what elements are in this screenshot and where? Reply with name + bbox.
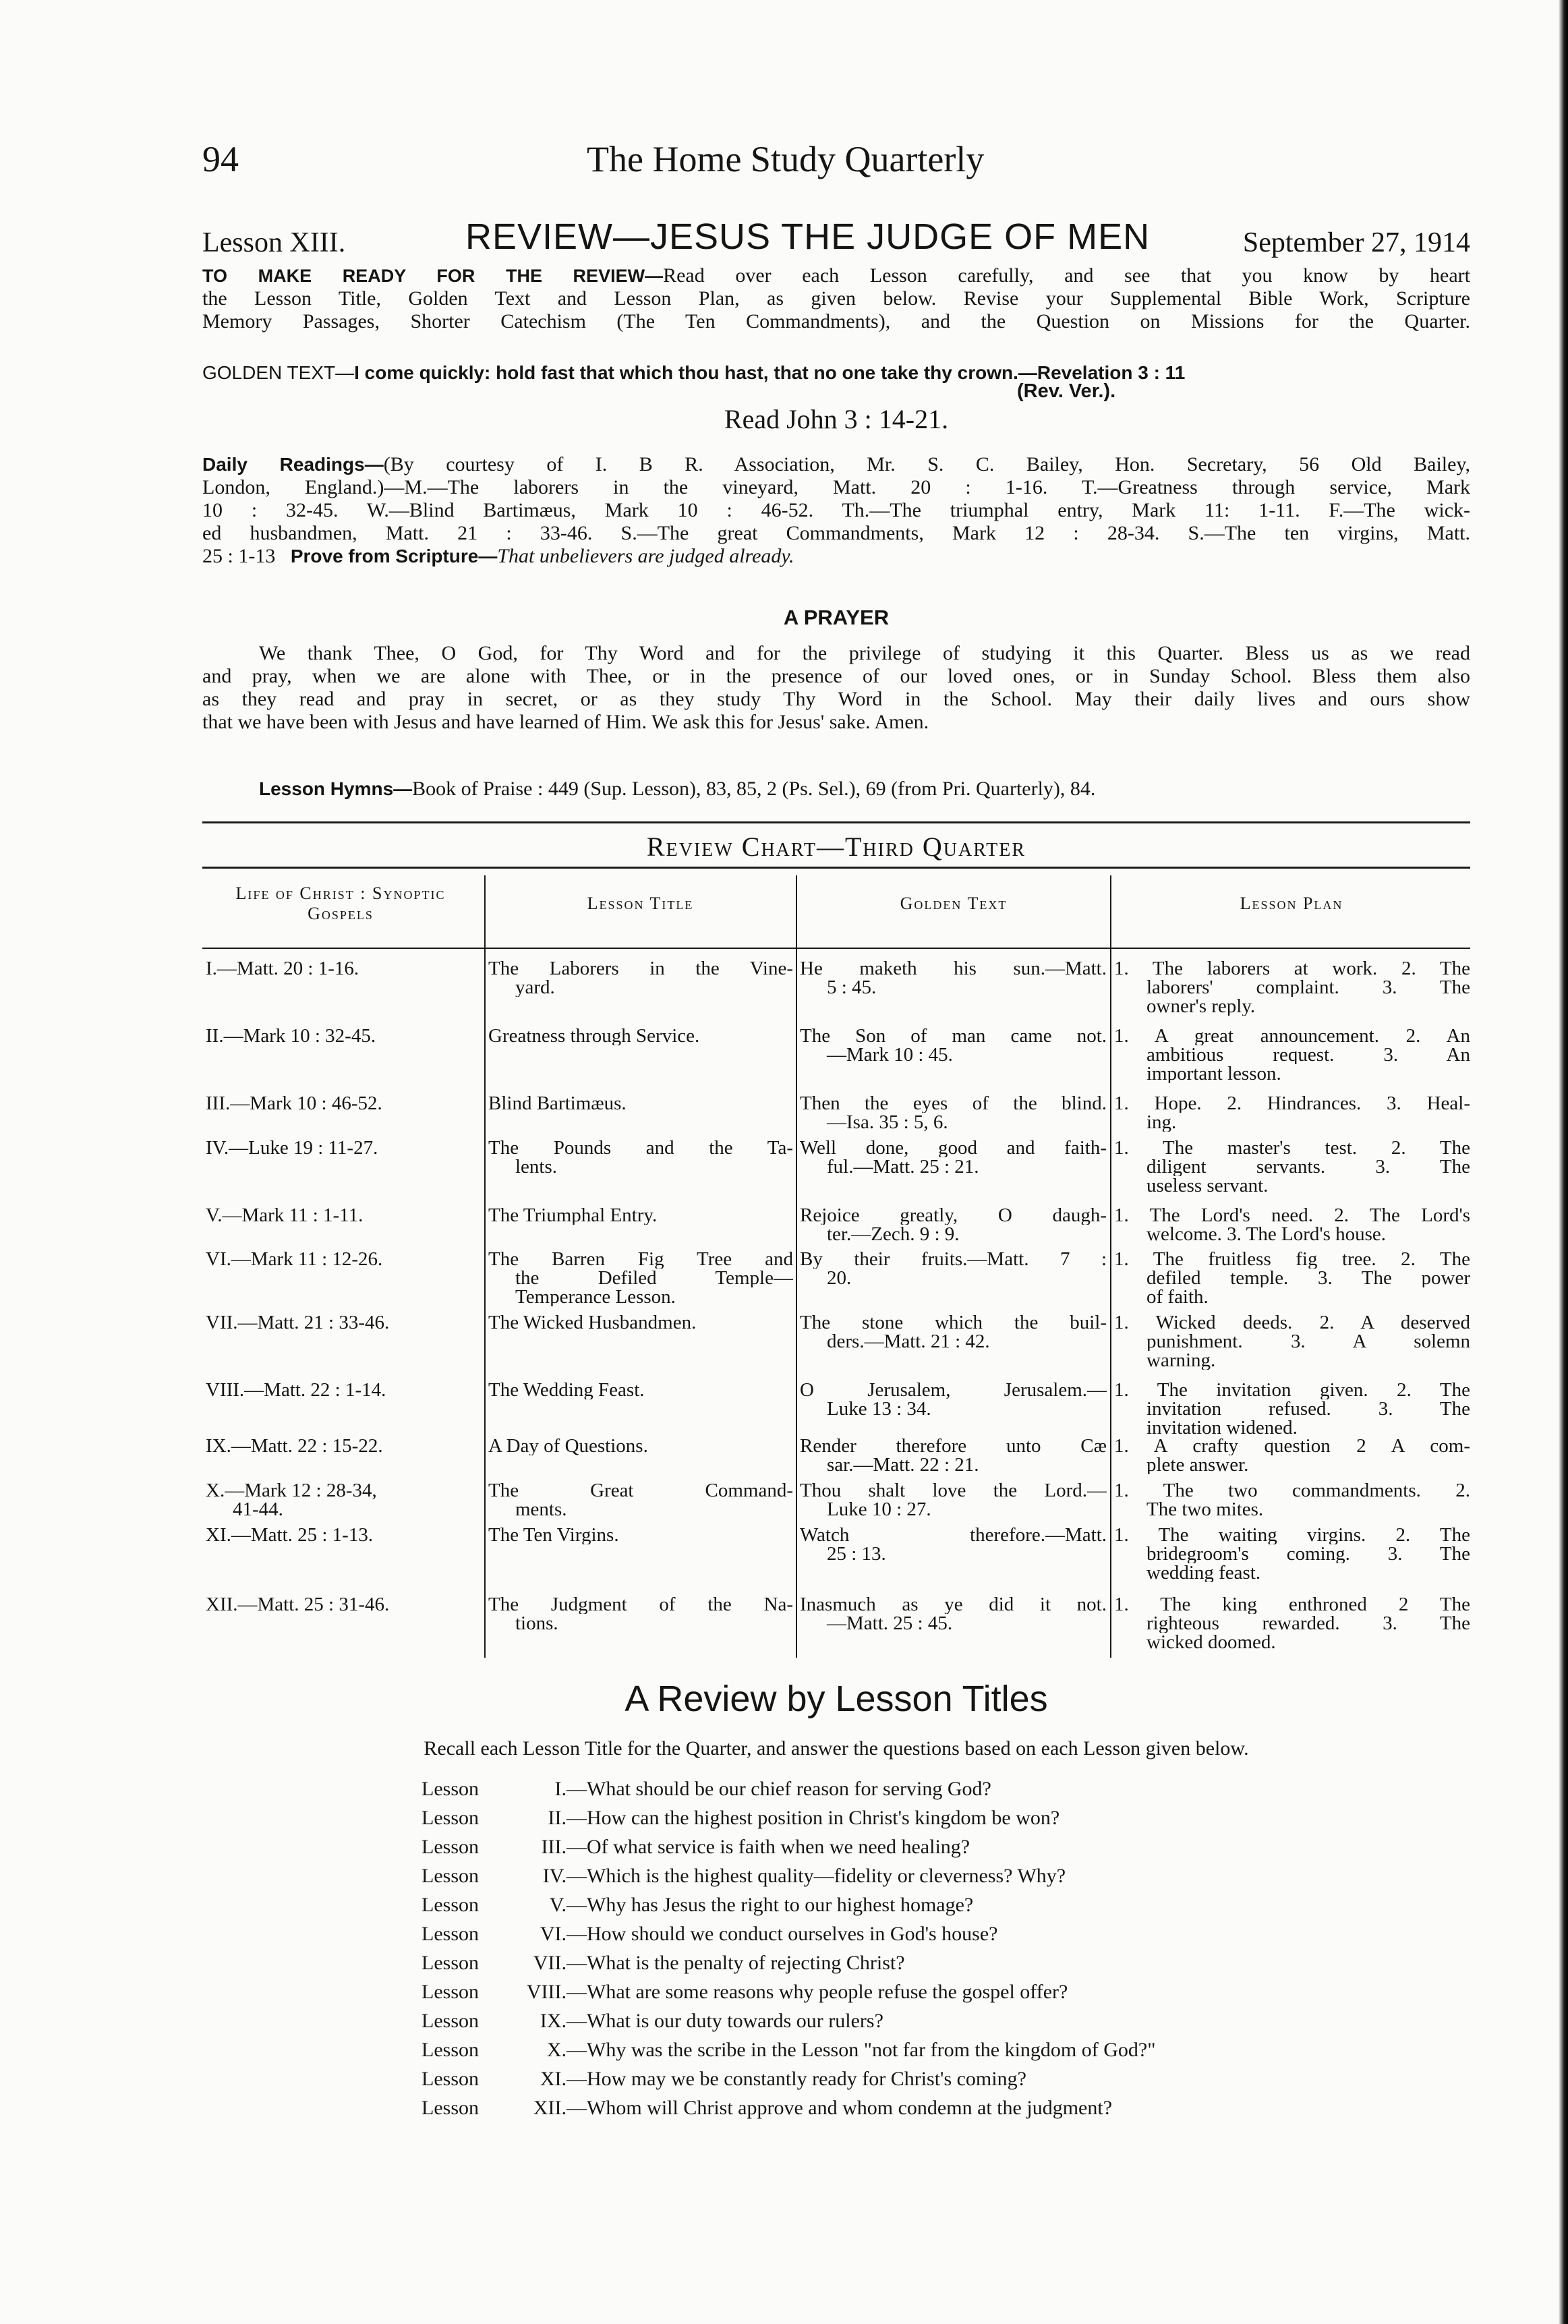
chart-cell-line: Inasmuch as ye did it not. <box>800 1595 1107 1614</box>
chart-cell-line: X.—Mark 12 : 28-34, <box>206 1481 377 1500</box>
header-rule <box>202 948 1470 949</box>
chart-cell-line: The Triumphal Entry. <box>488 1206 658 1225</box>
chart-cell-line: ing. <box>1146 1113 1177 1132</box>
lesson-plan-cell <box>1114 1138 1470 1195</box>
question-lesson-number: IX.— <box>540 2010 587 2032</box>
chart-top-rule <box>202 821 1470 823</box>
question-lesson-number: VIII.— <box>526 1981 587 2003</box>
question-item <box>422 1952 1366 1975</box>
column-divider <box>796 875 797 1658</box>
chart-cell-line: Luke 10 : 27. <box>827 1500 931 1519</box>
review-preparation <box>202 264 1470 333</box>
lesson-plan-cell <box>1114 1381 1470 1437</box>
chart-cell-line: Watch therefore.—Matt. <box>800 1526 1107 1544</box>
lesson-hymns <box>202 778 1527 801</box>
chart-cell-line: VIII.—Matt. 22 : 1-14. <box>206 1381 386 1399</box>
question-lesson-number: IV.— <box>542 1865 587 1887</box>
question-lesson-label: Lesson <box>422 1865 479 1887</box>
golden-text-cell <box>800 1026 1107 1064</box>
golden-text-version: (Rev. Ver.). <box>1017 380 1116 402</box>
question-text: How may we be constantly ready for Christ's coming? <box>587 2068 1026 2090</box>
review-preparation-label: TO MAKE READY FOR THE REVIEW— <box>202 266 664 286</box>
column-divider <box>484 875 486 1658</box>
question-item <box>422 1836 1366 1859</box>
lesson-title-cell <box>488 1250 793 1306</box>
daily-readings-line: (By courtesy of I. B R. Association, Mr. S. C. Bailey, Hon. Secretary, 56 Old Bailey, <box>383 453 1470 475</box>
chart-cell-line: Thou shalt love the Lord.— <box>800 1481 1107 1500</box>
question-item <box>422 1778 1366 1801</box>
lesson-plan-cell <box>1114 1436 1470 1474</box>
chart-cell-line: 1. The waiting virgins. 2. The <box>1114 1526 1470 1544</box>
lesson-plan-cell <box>1114 1250 1470 1306</box>
golden-text-cell <box>800 1595 1107 1633</box>
chart-cell-line: 1. The master's test. 2. The <box>1114 1138 1470 1157</box>
lesson-title: REVIEW—JESUS THE JUDGE OF MEN <box>465 216 1151 257</box>
lesson-title-cell <box>488 1526 793 1544</box>
lesson-title-cell <box>488 1595 793 1633</box>
chart-cell-line: ful.—Matt. 25 : 21. <box>827 1157 979 1176</box>
chart-cell-line: 1. The invitation given. 2. The <box>1114 1381 1470 1399</box>
question-lesson-label: Lesson <box>422 2068 479 2090</box>
chart-cell-line: The Barren Fig Tree and <box>488 1250 793 1269</box>
question-item <box>422 1865 1366 1888</box>
reference-cell <box>206 1436 479 1455</box>
prayer-line: and pray, when we are alone with Thee, or in the presence of our loved ones, or in Sunday School. Bless them also <box>202 665 1470 687</box>
chart-cell-line: defiled temple. 3. The power <box>1146 1269 1470 1287</box>
review-preparation-line: the Lesson Title, Golden Text and Lesson Plan, as given below. Revise your Supplemental Bible Work, Scripture <box>202 287 1470 310</box>
question-text: What are some reasons why people refuse the gospel offer? <box>587 1981 1068 2003</box>
chart-cell-line: A Day of Questions. <box>488 1436 648 1455</box>
question-lesson-label: Lesson <box>422 1981 479 2003</box>
question-lesson-label: Lesson <box>422 2097 479 2119</box>
question-text: Of what service is faith when we need healing? <box>587 1836 970 1858</box>
question-item <box>422 1923 1366 1946</box>
review-preparation-line: TO MAKE READY FOR THE REVIEW—Read over each Lesson carefully, and see that you know by heart <box>202 264 1470 287</box>
lesson-title-cell <box>488 1094 793 1113</box>
question-item <box>422 1981 1366 2004</box>
question-lesson-number: XI.— <box>540 2068 587 2090</box>
chart-cell-line: Greatness through Service. <box>488 1026 700 1045</box>
chart-cell-line: Then the eyes of the blind. <box>800 1094 1107 1113</box>
running-head <box>202 138 1120 192</box>
lesson-heading <box>202 216 1470 263</box>
chart-cell-line: The two mites. <box>1146 1500 1264 1519</box>
chart-cell-line: invitation refused. 3. The <box>1146 1399 1470 1418</box>
question-text: What should be our chief reason for serving God? <box>587 1778 991 1800</box>
chart-cell-line: tions. <box>515 1614 558 1633</box>
chart-cell-line: The Wedding Feast. <box>488 1381 645 1399</box>
question-lesson-label: Lesson <box>422 1952 479 1974</box>
chart-cell-line: warning. <box>1146 1351 1216 1370</box>
chart-cell-line: 1. The two commandments. 2. <box>1114 1481 1470 1500</box>
page-number: 94 <box>202 139 239 179</box>
chart-cell-line: 1. A crafty question 2 A com- <box>1114 1436 1470 1455</box>
chart-cell-line: 1. The Lord's need. 2. The Lord's <box>1114 1206 1470 1225</box>
chart-cell-line: The Pounds and the Ta- <box>488 1138 793 1157</box>
review-preparation-line: Memory Passages, Shorter Catechism (The Ten Commandments), and the Question on Missions for the Quarter. <box>202 310 1470 332</box>
daily-readings-label: Daily Readings— <box>202 454 384 475</box>
read-passage: Read John 3 : 14-21. <box>724 404 949 434</box>
chart-cell-line: The Judgment of the Na- <box>488 1595 793 1614</box>
golden-text-cell <box>800 1526 1107 1563</box>
chart-cell-line: welcome. 3. The Lord's house. <box>1146 1225 1387 1244</box>
chart-cell-line: 1. Hope. 2. Hindrances. 3. Heal- <box>1114 1094 1470 1113</box>
header-life-of-christ: Life of Christ : Synoptic Gospels <box>235 883 446 923</box>
chart-cell-line: Blind Bartimæus. <box>488 1094 627 1113</box>
question-item <box>422 1807 1366 1830</box>
lesson-plan-cell <box>1114 1026 1470 1083</box>
chart-cell-line: VI.—Mark 11 : 12-26. <box>206 1250 383 1269</box>
titles-review-intro: Recall each Lesson Title for the Quarter, and answer the questions based on each Lesson given below. <box>424 1737 1249 1760</box>
reference-cell <box>206 1250 479 1269</box>
lesson-plan-cell <box>1114 1595 1470 1652</box>
chart-cell-line: 1. The laborers at work. 2. The <box>1114 959 1470 978</box>
chart-cell-line: The Son of man came not. <box>800 1026 1107 1045</box>
lesson-plan-cell <box>1114 1094 1470 1132</box>
chart-cell-line: —Matt. 25 : 45. <box>827 1614 953 1633</box>
question-item <box>422 2010 1366 2033</box>
chart-cell-line: wicked doomed. <box>1146 1633 1276 1652</box>
question-item <box>422 2039 1366 2062</box>
prayer-heading: A PRAYER <box>783 606 890 629</box>
chart-cell-line: The stone which the buil- <box>800 1313 1107 1332</box>
page-edge-shadow <box>1559 0 1568 2324</box>
golden-text-cell <box>800 1138 1107 1176</box>
golden-text-cell <box>800 1381 1107 1418</box>
header-golden-text: Golden Text <box>900 894 1008 913</box>
question-text: How can the highest position in Christ's kingdom be won? <box>587 1807 1060 1829</box>
chart-cell-line: Luke 13 : 34. <box>827 1399 931 1418</box>
golden-text-cell <box>800 1436 1107 1474</box>
lesson-title-cell <box>488 1436 793 1455</box>
question-item <box>422 2068 1366 2091</box>
chart-cell-line: Rejoice greatly, O daugh- <box>800 1206 1107 1225</box>
reference-cell <box>206 1595 479 1614</box>
reference-cell <box>206 1313 479 1332</box>
question-lesson-number: II.— <box>548 1807 587 1829</box>
chart-cell-line: useless servant. <box>1146 1176 1269 1195</box>
question-text: Why was the scribe in the Lesson "not far from the kingdom of God?" <box>587 2039 1156 2061</box>
golden-text-cell <box>800 959 1107 997</box>
lesson-number: Lesson XIII. <box>202 227 346 258</box>
prove-label: Prove from Scripture— <box>290 546 498 567</box>
chart-cell-line: The Ten Virgins. <box>488 1526 619 1544</box>
question-lesson-label: Lesson <box>422 1778 479 1800</box>
golden-text-cell <box>800 1313 1107 1351</box>
question-lesson-label: Lesson <box>422 1836 479 1858</box>
question-lesson-label: Lesson <box>422 2039 479 2061</box>
chart-cell-line: II.—Mark 10 : 32-45. <box>206 1026 376 1045</box>
lesson-title-cell <box>488 959 793 997</box>
question-lesson-label: Lesson <box>422 2010 479 2032</box>
header-lesson-title: Lesson Title <box>587 894 694 913</box>
review-chart-title: Review Chart—Third Quarter <box>646 832 1026 862</box>
chart-cell-line: By their fruits.—Matt. 7 : <box>800 1250 1107 1269</box>
chart-cell-line: —Mark 10 : 45. <box>827 1045 953 1064</box>
running-title: The Home Study Quarterly <box>587 139 985 179</box>
question-text: Why has Jesus the right to our highest homage? <box>587 1894 974 1916</box>
chart-cell-line: V.—Mark 11 : 1-11. <box>206 1206 364 1225</box>
column-divider <box>1110 875 1111 1658</box>
titles-review-heading: A Review by Lesson Titles <box>625 1679 1048 1719</box>
golden-text-cell <box>800 1481 1107 1519</box>
lesson-title-cell <box>488 1026 793 1045</box>
chart-cell-line: IX.—Matt. 22 : 15-22. <box>206 1436 383 1455</box>
chart-cell-line: III.—Mark 10 : 46-52. <box>206 1094 382 1113</box>
chart-cell-line: VII.—Matt. 21 : 33-46. <box>206 1313 390 1332</box>
prayer-line: as they read and pray in secret, or as they study Thy Word in the School. May their daily lives and ours show <box>202 688 1470 710</box>
lesson-plan-cell <box>1114 1526 1470 1582</box>
chart-cell-line: XI.—Matt. 25 : 1-13. <box>206 1526 374 1544</box>
chart-cell-line: of faith. <box>1146 1287 1209 1306</box>
reference-cell <box>206 1094 479 1113</box>
question-text: What is the penalty of rejecting Christ? <box>587 1952 905 1974</box>
lesson-title-cell <box>488 1481 793 1519</box>
daily-readings-line: 25 : 1-13 <box>202 545 276 567</box>
reference-cell <box>206 959 479 978</box>
chart-cell-line: 20. <box>827 1269 852 1287</box>
question-lesson-number: V.— <box>549 1894 587 1916</box>
chart-cell-line: The Laborers in the Vine- <box>488 959 793 978</box>
question-lesson-number: XII.— <box>533 2097 587 2119</box>
chart-cell-line: invitation widened. <box>1146 1418 1298 1437</box>
chart-cell-line: important lesson. <box>1146 1064 1281 1083</box>
golden-text-quote: I come quickly: hold fast that which thou hast, that no one take thy crown.—Revelation 3 : 11 <box>354 362 1186 383</box>
chart-cell-line: 25 : 13. <box>827 1544 886 1563</box>
chart-cell-line: 1. Wicked deeds. 2. A deserved <box>1114 1313 1470 1332</box>
lesson-plan-cell <box>1114 1481 1470 1519</box>
chart-title-rule <box>202 867 1470 869</box>
question-lesson-number: X.— <box>546 2039 587 2061</box>
question-text: Whom will Christ approve and whom condemn at the judgment? <box>587 2097 1113 2119</box>
reference-cell <box>206 1026 479 1045</box>
question-lesson-number: VI.— <box>540 1923 587 1945</box>
chart-cell-line: XII.—Matt. 25 : 31-46. <box>206 1595 390 1614</box>
daily-readings <box>202 453 1470 568</box>
reference-cell <box>206 1526 479 1544</box>
question-text: How should we conduct ourselves in God's house? <box>587 1923 998 1945</box>
prayer-line: We thank Thee, O God, for Thy Word and for the privilege of studying it this Quarter. Bless us as we read <box>259 642 1470 664</box>
chart-cell-line: punishment. 3. A solemn <box>1146 1332 1470 1351</box>
golden-text-cell <box>800 1206 1107 1244</box>
chart-cell-line: IV.—Luke 19 : 11-27. <box>206 1138 378 1157</box>
chart-cell-line: —Isa. 35 : 5, 6. <box>827 1113 948 1132</box>
chart-cell-line: O Jerusalem, Jerusalem.— <box>800 1381 1107 1399</box>
lesson-plan-cell <box>1114 959 1470 1016</box>
lesson-title-cell <box>488 1381 793 1399</box>
chart-cell-line: 1. A great announcement. 2. An <box>1114 1026 1470 1045</box>
daily-readings-line: ed husbandmen, Matt. 21 : 33-46. S.—The great Commandments, Mark 12 : 28-34. S.—The ten virgins, Matt. <box>202 522 1470 544</box>
lesson-title-cell <box>488 1313 793 1332</box>
golden-text-label: GOLDEN TEXT— <box>202 362 355 383</box>
lesson-title-cell <box>488 1206 793 1225</box>
question-text: What is our duty towards our rulers? <box>587 2010 883 2032</box>
question-item <box>422 1894 1366 1917</box>
lesson-date: September 27, 1914 <box>1242 227 1470 258</box>
chart-cell-line: righteous rewarded. 3. The <box>1146 1614 1470 1633</box>
question-lesson-number: III.— <box>541 1836 587 1858</box>
chart-cell-line: bridegroom's coming. 3. The <box>1146 1544 1470 1563</box>
chart-cell-line: owner's reply. <box>1146 997 1256 1016</box>
chart-cell-line: ders.—Matt. 21 : 42. <box>827 1332 990 1351</box>
lesson-plan-cell <box>1114 1313 1470 1370</box>
reference-cell <box>206 1381 479 1399</box>
daily-readings-line: 10 : 32-45. W.—Blind Bartimæus, Mark 10 : 46-52. Th.—The triumphal entry, Mark 11: 1-11. F.—The wick- <box>202 499 1470 521</box>
chart-cell-line: ments. <box>515 1500 567 1519</box>
chart-cell-line: lents. <box>515 1157 558 1176</box>
header-lesson-plan: Lesson Plan <box>1240 894 1343 913</box>
question-lesson-label: Lesson <box>422 1807 479 1829</box>
chart-cell-line: I.—Matt. 20 : 1-16. <box>206 959 359 978</box>
chart-cell-line: wedding feast. <box>1146 1563 1261 1582</box>
chart-cell-line: the Defiled Temple— <box>515 1269 793 1287</box>
chart-cell-line: ambitious request. 3. An <box>1146 1045 1470 1064</box>
chart-cell-line: 1. The fruitless fig tree. 2. The <box>1114 1250 1470 1269</box>
question-lesson-number: I.— <box>554 1778 587 1800</box>
lesson-plan-cell <box>1114 1206 1470 1244</box>
prayer-line: that we have been with Jesus and have learned of Him. We ask this for Jesus' sake. Amen. <box>202 711 929 733</box>
lesson-hymns-text: Book of Praise : 449 (Sup. Lesson), 83, 85, 2 (Ps. Sel.), 69 (from Pri. Quarterly), 84. <box>412 778 1096 800</box>
chart-cell-line: Well done, good and faith- <box>800 1138 1107 1157</box>
lesson-hymns-label: Lesson Hymns— <box>259 778 413 799</box>
question-lesson-label: Lesson <box>422 1923 479 1945</box>
chart-cell-line: The Wicked Husbandmen. <box>488 1313 697 1332</box>
chart-cell-line: 5 : 45. <box>827 978 877 997</box>
chart-cell-line: laborers' complaint. 3. The <box>1146 978 1470 997</box>
chart-cell-line: 1. The king enthroned 2 The <box>1114 1595 1470 1614</box>
question-text: Which is the highest quality—fidelity or cleverness? Why? <box>587 1865 1066 1887</box>
chart-cell-line: plete answer. <box>1146 1455 1249 1474</box>
chart-cell-line: diligent servants. 3. The <box>1146 1157 1470 1176</box>
reference-cell <box>206 1206 479 1225</box>
chart-cell-line: The Great Command- <box>488 1481 793 1500</box>
chart-cell-line: ter.—Zech. 9 : 9. <box>827 1225 960 1244</box>
chart-cell-line: Render therefore unto Cæ <box>800 1436 1107 1455</box>
prove-text: That unbelievers are judged already. <box>497 545 794 567</box>
lesson-title-cell <box>488 1138 793 1176</box>
golden-text-cell <box>800 1250 1107 1287</box>
chart-cell-line: 41-44. <box>233 1500 283 1519</box>
question-lesson-number: VII.— <box>533 1952 587 1974</box>
reference-cell <box>206 1138 479 1157</box>
question-item <box>422 2097 1366 2120</box>
daily-readings-line: London, England.)—M.—The laborers in the vineyard, Matt. 20 : 1-16. T.—Greatness through service, Mark <box>202 476 1470 498</box>
question-lesson-label: Lesson <box>422 1894 479 1916</box>
chart-cell-line: Temperance Lesson. <box>515 1287 676 1306</box>
reference-cell <box>206 1481 479 1519</box>
chart-cell-line: He maketh his sun.—Matt. <box>800 959 1107 978</box>
chart-cell-line: yard. <box>515 978 555 997</box>
golden-text-cell <box>800 1094 1107 1132</box>
golden-text <box>202 361 1470 402</box>
prayer-text <box>202 642 1470 734</box>
chart-cell-line: sar.—Matt. 22 : 21. <box>827 1455 979 1474</box>
